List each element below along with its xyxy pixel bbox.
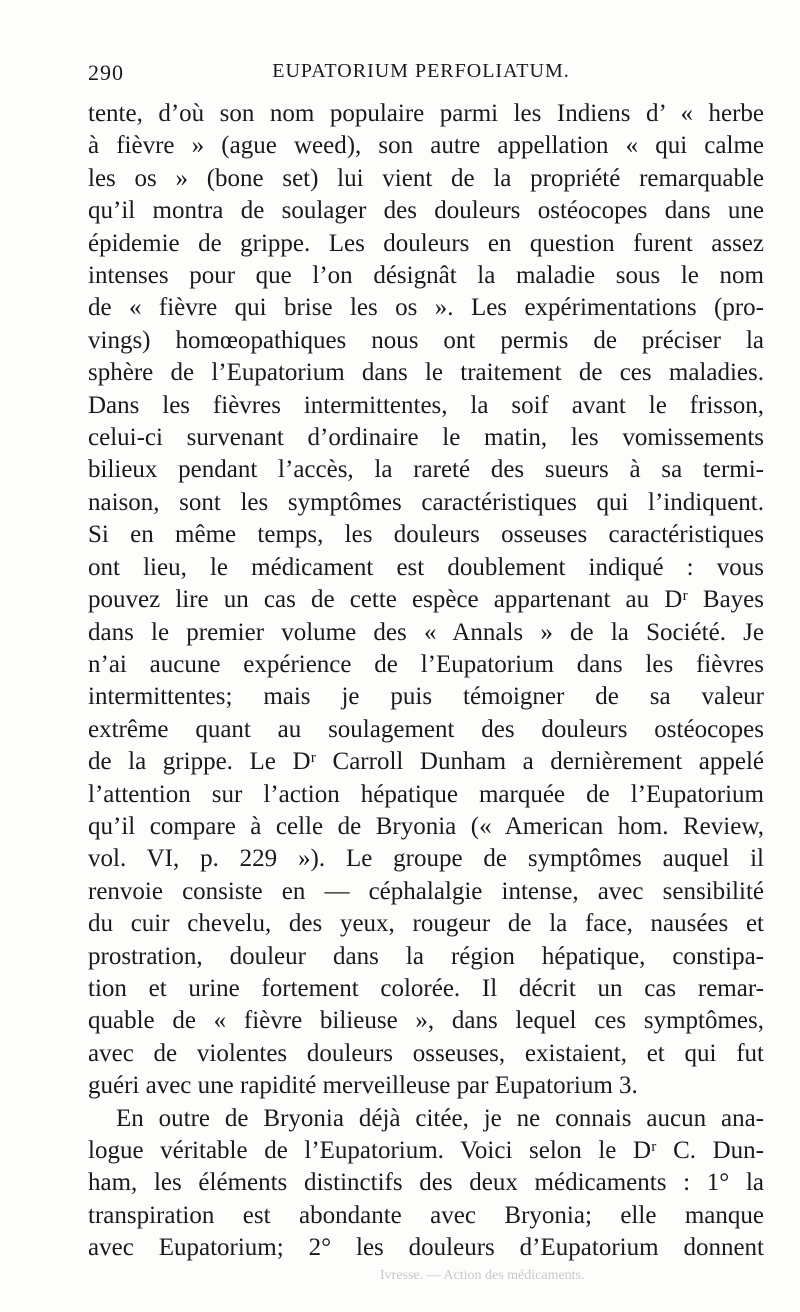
text-line: extrême quant au soulagement des douleurs ostéocopes [88,715,764,743]
text-line: transpiration est abondante avec Bryonia; elle manque [88,1201,764,1229]
text-line: à fièvre » (ague weed), son autre appellation « qui calme [88,132,764,160]
text-line: Si en même temps, les douleurs osseuses caractéristiques [88,521,764,549]
text-line: l’attention sur l’action hépatique marquée de l’Eupatorium [88,780,764,808]
text-line: intermittentes; mais je puis témoigner de sa valeur [88,683,764,711]
text-line: dans le premier volume des « Annals » de la Société. Je [88,618,764,646]
text-line: avec de violentes douleurs osseuses, existaient, et qui fut [88,1039,764,1067]
text-line: renvoie consiste en — céphalalgie intense, avec sensibilité [88,877,764,905]
text-line: quable de « fièvre bilieuse », dans lequel ces symptômes, [88,1007,764,1035]
text-line: de la grippe. Le Dʳ Carroll Dunham a dernièrement appelé [88,748,764,776]
page-header [88,60,754,90]
text-line: bilieux pendant l’accès, la rareté des sueurs à sa termi- [88,456,764,484]
text-line: En outre de Bryonia déjà citée, je ne connais aucun ana- [116,1104,764,1132]
text-line: n’ai aucune expérience de l’Eupatorium dans les fièvres [88,650,764,678]
text-line: du cuir chevelu, des yeux, rougeur de la face, nausées et [88,910,764,938]
text-line: intenses pour que l’on désignât la maladie sous le nom [88,262,764,290]
running-title: EUPATORIUM PERFOLIATUM. [272,60,570,82]
text-line: logue véritable de l’Eupatorium. Voici selon le Dʳ C. Dun- [88,1137,764,1164]
text-line: de « fièvre qui brise les os ». Les expérimentations (pro- [88,294,764,322]
text-line: prostration, douleur dans la région hépatique, constipa- [88,942,764,970]
text-line: vings) homœopathiques nous ont permis de préciser la [88,326,764,354]
text-line: tion et urine fortement colorée. Il décrit un cas remar- [88,974,764,1002]
text-line: ont lieu, le médicament est doublement indiqué : vous [88,553,764,581]
text-line: celui-ci survenant d’ordinaire le matin, les vomissements [88,424,764,452]
text-line: guéri avec une rapidité merveilleuse par Eupatorium 3. [88,1072,638,1100]
text-line: qu’il montra de soulager des douleurs ostéocopes dans une [88,197,764,225]
text-line: avec Eupatorium; 2° les douleurs d’Eupatorium donnent [88,1234,764,1262]
text-line: les os » (bone set) lui vient de la propriété remarquable [88,164,764,192]
text-line: naison, sont les symptômes caractéristiques qui l’indiquent. [88,488,764,516]
body-text [88,98,764,1265]
text-line: ham, les éléments distinctifs des deux médicaments : 1° la [88,1169,764,1197]
text-line: tente, d’où son nom populaire parmi les Indiens d’ « herbe [88,100,764,127]
text-line: épidemie de grippe. Les douleurs en question furent assez [88,229,764,257]
text-line: qu’il compare à celle de Bryonia (« American hom. Review, [88,812,764,840]
text-line: Dans les fièvres intermittentes, la soif avant le frisson, [88,391,764,419]
text-line: vol. VI, p. 229 »). Le groupe de symptômes auquel il [88,845,764,873]
text-line: pouvez lire un cas de cette espèce appartenant au Dʳ Bayes [88,586,764,614]
bleed-through-text: Ivresse. — Action des médicaments. [380,1268,585,1283]
text-line: sphère de l’Eupatorium dans le traitement de ces maladies. [88,359,764,387]
page-number: 290 [88,60,124,85]
